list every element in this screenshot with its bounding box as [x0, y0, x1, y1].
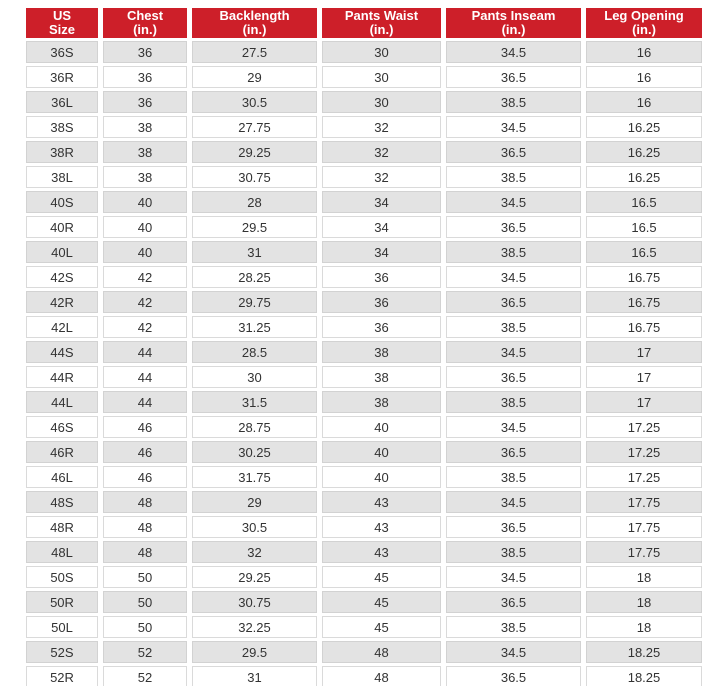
measurement-cell: 28.25: [192, 266, 317, 288]
size-cell: 36L: [26, 91, 98, 113]
table-row: [26, 566, 702, 588]
measurement-cell: 38.5: [446, 166, 581, 188]
table-row: [26, 266, 702, 288]
measurement-cell: 36: [103, 91, 187, 113]
measurement-cell: 31.75: [192, 466, 317, 488]
measurement-cell: 30: [322, 91, 441, 113]
measurement-cell: 31.25: [192, 316, 317, 338]
measurement-cell: 36: [322, 316, 441, 338]
table-row: [26, 66, 702, 88]
measurement-cell: 38: [103, 141, 187, 163]
measurement-cell: 38.5: [446, 316, 581, 338]
table-row: [26, 116, 702, 138]
measurement-cell: 34.5: [446, 41, 581, 63]
column-header: [446, 8, 581, 38]
measurement-cell: 34.5: [446, 266, 581, 288]
measurement-cell: 43: [322, 516, 441, 538]
measurement-cell: 31: [192, 666, 317, 686]
measurement-cell: 40: [322, 441, 441, 463]
measurement-cell: 17.75: [586, 516, 702, 538]
measurement-cell: 52: [103, 666, 187, 686]
header-row: [26, 8, 702, 38]
measurement-cell: 38: [103, 166, 187, 188]
measurement-cell: 36.5: [446, 366, 581, 388]
size-cell: 36R: [26, 66, 98, 88]
table-row: [26, 491, 702, 513]
column-header: [103, 8, 187, 38]
measurement-cell: 52: [103, 641, 187, 663]
measurement-cell: 38.5: [446, 616, 581, 638]
measurement-cell: 36: [103, 41, 187, 63]
table-row: [26, 516, 702, 538]
measurement-cell: 16.25: [586, 141, 702, 163]
measurement-cell: 16.5: [586, 216, 702, 238]
column-header: [322, 8, 441, 38]
measurement-cell: 17.25: [586, 466, 702, 488]
measurement-cell: 17: [586, 391, 702, 413]
size-cell: 44S: [26, 341, 98, 363]
size-cell: 50L: [26, 616, 98, 638]
column-header-line2: (in.): [369, 22, 394, 37]
size-cell: 38S: [26, 116, 98, 138]
measurement-cell: 30: [192, 366, 317, 388]
table-row: [26, 141, 702, 163]
column-header-line1: Chest: [126, 8, 164, 23]
measurement-cell: 17.75: [586, 541, 702, 563]
size-cell: 40R: [26, 216, 98, 238]
table-row: [26, 316, 702, 338]
measurement-cell: 44: [103, 341, 187, 363]
column-header: [586, 8, 702, 38]
measurement-cell: 34.5: [446, 116, 581, 138]
size-chart-header: [26, 8, 702, 38]
measurement-cell: 42: [103, 316, 187, 338]
measurement-cell: 16: [586, 41, 702, 63]
measurement-cell: 16.75: [586, 316, 702, 338]
measurement-cell: 30: [322, 66, 441, 88]
measurement-cell: 50: [103, 566, 187, 588]
measurement-cell: 50: [103, 591, 187, 613]
measurement-cell: 17: [586, 366, 702, 388]
size-cell: 48S: [26, 491, 98, 513]
table-row: [26, 591, 702, 613]
column-header-line2: Size: [48, 22, 75, 37]
column-header-line1: Leg Opening: [604, 8, 684, 23]
measurement-cell: 42: [103, 266, 187, 288]
measurement-cell: 32.25: [192, 616, 317, 638]
column-header-line1: Pants Waist: [344, 8, 419, 23]
measurement-cell: 40: [103, 241, 187, 263]
measurement-cell: 36.5: [446, 591, 581, 613]
measurement-cell: 44: [103, 366, 187, 388]
measurement-cell: 16.5: [586, 191, 702, 213]
size-cell: 42R: [26, 291, 98, 313]
measurement-cell: 48: [322, 666, 441, 686]
measurement-cell: 38: [103, 116, 187, 138]
measurement-cell: 48: [103, 491, 187, 513]
size-chart-table: [21, 5, 707, 686]
measurement-cell: 43: [322, 541, 441, 563]
measurement-cell: 34: [322, 241, 441, 263]
table-row: [26, 391, 702, 413]
measurement-cell: 40: [103, 191, 187, 213]
size-cell: 50S: [26, 566, 98, 588]
table-row: [26, 416, 702, 438]
measurement-cell: 36: [322, 266, 441, 288]
measurement-cell: 16: [586, 91, 702, 113]
size-cell: 38L: [26, 166, 98, 188]
table-row: [26, 441, 702, 463]
measurement-cell: 48: [322, 641, 441, 663]
measurement-cell: 16.75: [586, 291, 702, 313]
size-cell: 46S: [26, 416, 98, 438]
size-cell: 48R: [26, 516, 98, 538]
column-header-line2: (in.): [133, 22, 157, 37]
table-row: [26, 91, 702, 113]
measurement-cell: 29: [192, 66, 317, 88]
table-row: [26, 341, 702, 363]
measurement-cell: 30.5: [192, 91, 317, 113]
measurement-cell: 34: [322, 216, 441, 238]
column-header-line2: (in.): [242, 22, 267, 37]
table-row: [26, 616, 702, 638]
size-cell: 40S: [26, 191, 98, 213]
measurement-cell: 45: [322, 616, 441, 638]
measurement-cell: 17.25: [586, 441, 702, 463]
table-row: [26, 466, 702, 488]
column-header-line1: Pants Inseam: [471, 8, 556, 23]
measurement-cell: 32: [192, 541, 317, 563]
measurement-cell: 34.5: [446, 491, 581, 513]
measurement-cell: 29.75: [192, 291, 317, 313]
measurement-cell: 31.5: [192, 391, 317, 413]
measurement-cell: 36.5: [446, 441, 581, 463]
size-cell: 36S: [26, 41, 98, 63]
measurement-cell: 29: [192, 491, 317, 513]
size-cell: 52R: [26, 666, 98, 686]
column-header: [26, 8, 98, 38]
size-chart-body: [26, 41, 702, 686]
measurement-cell: 38: [322, 391, 441, 413]
measurement-cell: 16: [586, 66, 702, 88]
measurement-cell: 29.5: [192, 216, 317, 238]
measurement-cell: 38: [322, 341, 441, 363]
measurement-cell: 44: [103, 391, 187, 413]
measurement-cell: 27.5: [192, 41, 317, 63]
table-row: [26, 216, 702, 238]
table-row: [26, 241, 702, 263]
measurement-cell: 32: [322, 116, 441, 138]
measurement-cell: 30.75: [192, 166, 317, 188]
measurement-cell: 28: [192, 191, 317, 213]
measurement-cell: 36.5: [446, 291, 581, 313]
measurement-cell: 29.5: [192, 641, 317, 663]
measurement-cell: 34.5: [446, 341, 581, 363]
size-cell: 52S: [26, 641, 98, 663]
measurement-cell: 31: [192, 241, 317, 263]
measurement-cell: 18.25: [586, 666, 702, 686]
measurement-cell: 36: [322, 291, 441, 313]
measurement-cell: 36.5: [446, 666, 581, 686]
measurement-cell: 36.5: [446, 141, 581, 163]
measurement-cell: 46: [103, 441, 187, 463]
measurement-cell: 32: [322, 166, 441, 188]
size-cell: 38R: [26, 141, 98, 163]
size-cell: 40L: [26, 241, 98, 263]
measurement-cell: 16.25: [586, 166, 702, 188]
size-cell: 42S: [26, 266, 98, 288]
measurement-cell: 16.25: [586, 116, 702, 138]
measurement-cell: 18: [586, 591, 702, 613]
measurement-cell: 50: [103, 616, 187, 638]
measurement-cell: 38.5: [446, 91, 581, 113]
table-row: [26, 641, 702, 663]
measurement-cell: 38: [322, 366, 441, 388]
column-header: [192, 8, 317, 38]
measurement-cell: 43: [322, 491, 441, 513]
measurement-cell: 34.5: [446, 641, 581, 663]
size-cell: 46L: [26, 466, 98, 488]
measurement-cell: 30: [322, 41, 441, 63]
measurement-cell: 40: [322, 466, 441, 488]
table-row: [26, 191, 702, 213]
measurement-cell: 17: [586, 341, 702, 363]
table-row: [26, 41, 702, 63]
measurement-cell: 16.5: [586, 241, 702, 263]
table-row: [26, 666, 702, 686]
size-cell: 46R: [26, 441, 98, 463]
measurement-cell: 38.5: [446, 466, 581, 488]
column-header-line1: US: [52, 8, 72, 23]
measurement-cell: 27.75: [192, 116, 317, 138]
measurement-cell: 34.5: [446, 566, 581, 588]
measurement-cell: 48: [103, 516, 187, 538]
measurement-cell: 18: [586, 566, 702, 588]
measurement-cell: 16.75: [586, 266, 702, 288]
table-row: [26, 366, 702, 388]
measurement-cell: 36.5: [446, 216, 581, 238]
measurement-cell: 29.25: [192, 566, 317, 588]
measurement-cell: 40: [322, 416, 441, 438]
measurement-cell: 45: [322, 591, 441, 613]
measurement-cell: 46: [103, 416, 187, 438]
table-row: [26, 291, 702, 313]
measurement-cell: 30.75: [192, 591, 317, 613]
measurement-cell: 36.5: [446, 516, 581, 538]
measurement-cell: 46: [103, 466, 187, 488]
measurement-cell: 34.5: [446, 416, 581, 438]
measurement-cell: 18.25: [586, 641, 702, 663]
measurement-cell: 17.75: [586, 491, 702, 513]
table-row: [26, 166, 702, 188]
measurement-cell: 18: [586, 616, 702, 638]
measurement-cell: 38.5: [446, 541, 581, 563]
measurement-cell: 38.5: [446, 241, 581, 263]
measurement-cell: 40: [103, 216, 187, 238]
measurement-cell: 29.25: [192, 141, 317, 163]
column-header-line2: (in.): [632, 22, 656, 37]
measurement-cell: 34: [322, 191, 441, 213]
measurement-cell: 48: [103, 541, 187, 563]
measurement-cell: 28.5: [192, 341, 317, 363]
measurement-cell: 36.5: [446, 66, 581, 88]
size-cell: 50R: [26, 591, 98, 613]
measurement-cell: 17.25: [586, 416, 702, 438]
measurement-cell: 38.5: [446, 391, 581, 413]
column-header-line1: Backlength: [219, 8, 290, 23]
column-header-line2: (in.): [501, 22, 526, 37]
size-cell: 48L: [26, 541, 98, 563]
measurement-cell: 45: [322, 566, 441, 588]
measurement-cell: 36: [103, 66, 187, 88]
measurement-cell: 28.75: [192, 416, 317, 438]
measurement-cell: 30.5: [192, 516, 317, 538]
table-row: [26, 541, 702, 563]
size-cell: 44L: [26, 391, 98, 413]
size-cell: 44R: [26, 366, 98, 388]
measurement-cell: 32: [322, 141, 441, 163]
size-cell: 42L: [26, 316, 98, 338]
measurement-cell: 42: [103, 291, 187, 313]
measurement-cell: 30.25: [192, 441, 317, 463]
measurement-cell: 34.5: [446, 191, 581, 213]
